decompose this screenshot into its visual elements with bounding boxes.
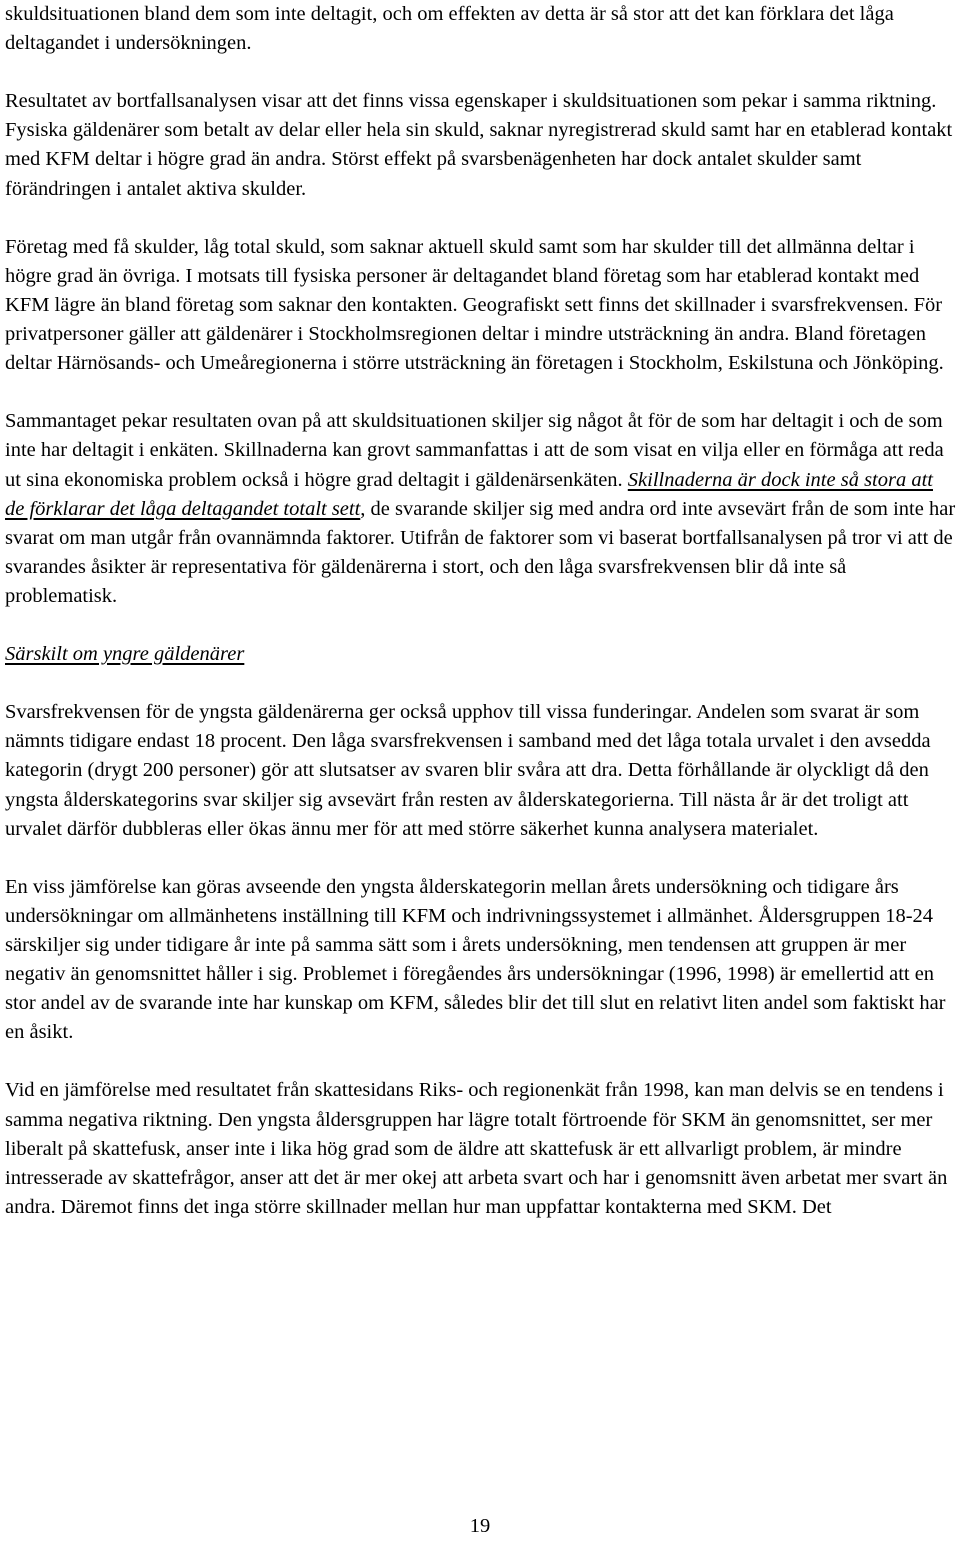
paragraph-4-text-end: , de svarande skiljer sig med andra ord inte avsevärt från de som inte har svarat om man utgår från ovannämnda faktorer. Utifrån de faktorer som vi baserat bortfallsanalysen på tror vi att de svarandes åsikter är representativa för gäldenärerna i stort, och den låga svarsfrekvensen blir då inte så problematisk. bbox=[5, 497, 956, 607]
page-number: 19 bbox=[469, 1515, 491, 1537]
section-heading: Särskilt om yngre gäldenärer bbox=[5, 643, 245, 666]
paragraph-4-emphasis: Skillnaderna är dock inte så stora att de förklarar det låga deltagandet totalt sett bbox=[5, 468, 933, 520]
body-text bbox=[5, 0, 957, 1251]
paragraph-7: Vid en jämförelse med resultatet från skattesidans Riks- och regionenkät från 1998, kan man delvis se en tendens i samma negativa riktning. Den yngsta åldersgruppen har lägre totalt förtroende för SKM än genomsnittet, ser mer liberalt på skattefusk, anser inte i lika hög grad som de äldre att skattefusk är ett allvarligt problem, är mindre intresserade av skattefrågor, anser att det är mer okej att arbeta svart och har i genomsnitt även arbetat mer svart än andra. Däremot finns det inga större skillnader mellan hur man uppfattar kontakterna med SKM. Det bbox=[5, 1079, 948, 1218]
paragraph-1: skuldsituationen bland dem som inte deltagit, och om effekten av detta är så stor att det kan förklara det låga deltagandet i undersökningen. bbox=[5, 3, 894, 55]
paragraph-6: En viss jämförelse kan göras avseende den yngsta ålderskategorin mellan årets undersökning och tidigare års undersökningar om allmänhetens inställning till KFM och indrivningssystemet i allmänhet. Åldersgruppen 18-24 särskiljer sig under tidigare år inte på samma sätt som i årets undersökning, men tendensen att gruppen är mer negativ än genomsnittet håller i sig. Problemet i föregåendes års undersökningar (1996, 1998) är emellertid att en stor andel av de svarande inte har kunskap om KFM, således blir det till slut en relativt liten andel som faktiskt har en åsikt. bbox=[5, 875, 946, 1044]
paragraph-2: Resultatet av bortfallsanalysen visar att det finns vissa egenskaper i skuldsituationen som pekar i samma riktning. Fysiska gäldenärer som betalt av delar eller hela sin skuld, saknar nyregistrerad skuld samt har en etablerad kontakt med KFM deltar i högre grad än andra. Störst effekt på svarsbenägenheten har dock antalet skulder samt förändringen i antalet aktiva skulder. bbox=[5, 90, 953, 200]
paragraph-3: Företag med få skulder, låg total skuld, som saknar aktuell skuld samt som har skulder till det allmänna deltar i högre grad än övriga. I motsats till fysiska personer är deltagandet bland företag som har etablerad kontakt med KFM lägre än bland företag som saknar den kontakten. Geografiskt sett finns det skillnader i svarsfrekvensen. För privatpersoner gäller att gäldenärer i Stockholmsregionen deltar i mindre utsträckning än andra. Bland företagen deltar Härnösands- och Umeåregionerna i större utsträckning än företagen i Stockholm, Eskilstuna och Jönköping. bbox=[5, 235, 944, 375]
paragraph-5: Svarsfrekvensen för de yngsta gäldenärerna ger också upphov till vissa funderingar. Andelen som svarat är som nämnts tidigare endast 18 procent. Den låga svarsfrekvensen i samband med det låga totala urvalet i den avsedda kategorin (drygt 200 personer) gör att slutsatser av svaren blir svåra att dra. Detta förhållande är olyckligt då den yngsta ålderskategorins svar skiljer sig avsevärt från resten av ålderskategorierna. Till nästa år är det troligt att urvalet därför dubbleras eller ökas ännu mer för att med större säkerhet kunna analysera materialet. bbox=[5, 701, 931, 840]
paragraph-4-text-start: Sammantaget pekar resultaten ovan på att skuldsituationen skiljer sig något åt för de som har deltagit i och de som inte har deltagit i enkäten. Skillnaderna kan grovt sammanfattas i att de som visat en vilja eller en förmåga att reda ut sina ekonomiska problem också i högre grad deltagit i gäldenärsenkäten. bbox=[5, 410, 944, 491]
paragraph-4 bbox=[5, 407, 957, 611]
